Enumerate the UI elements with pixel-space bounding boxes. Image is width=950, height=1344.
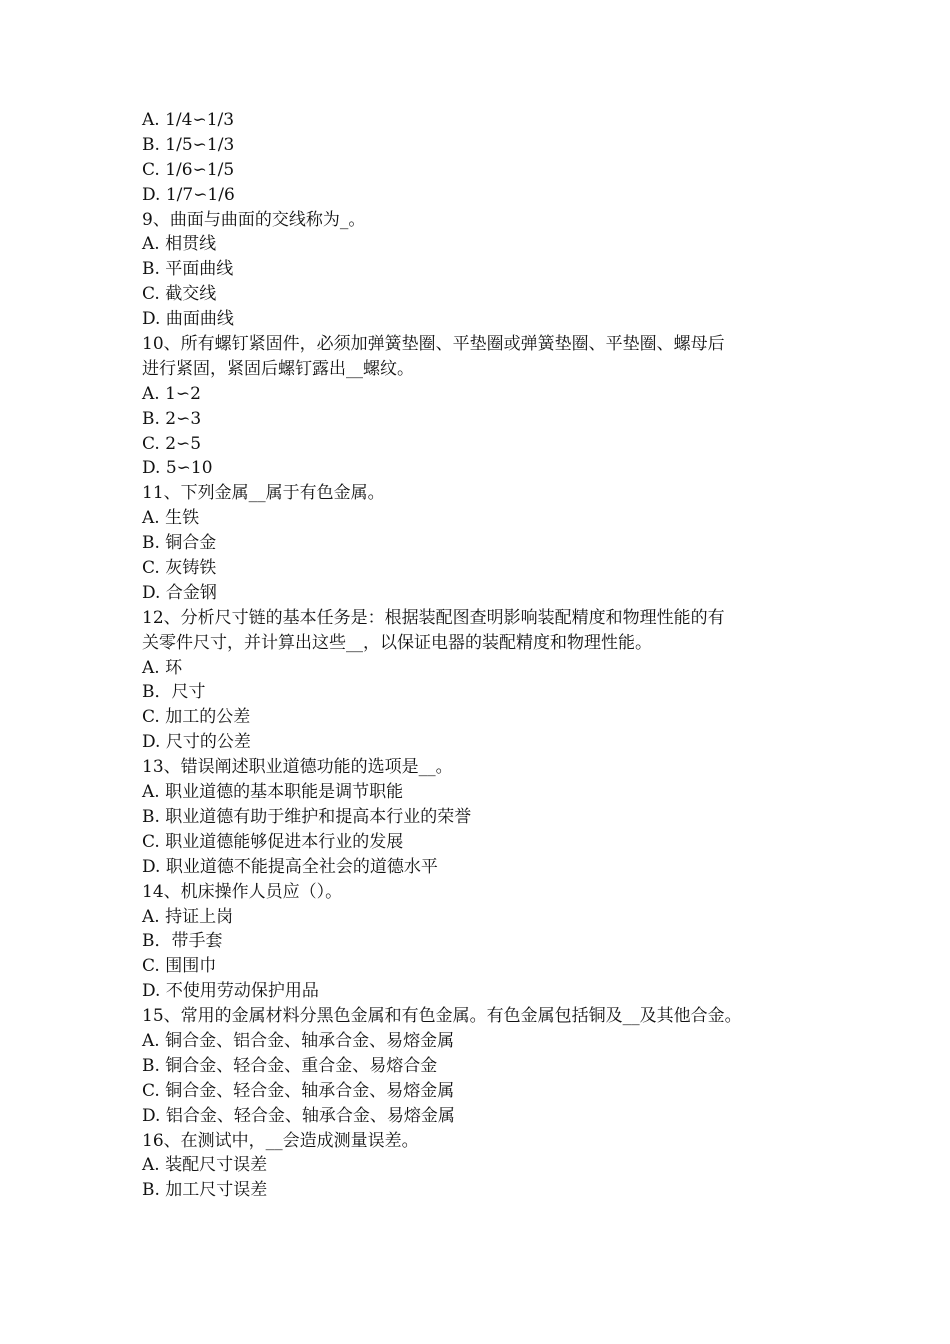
text-line: A. 环: [142, 657, 183, 678]
text-line: C. 铜合金、轻合金、轴承合金、易熔金属: [142, 1080, 455, 1101]
text-line: B. 铜合金、轻合金、重合金、易熔合金: [142, 1055, 438, 1076]
text-line: A. 1/4∽1/3: [142, 110, 235, 130]
text-line: 13、错误阐述职业道德功能的选项是__。: [142, 757, 453, 778]
text-line: A. 装配尺寸误差: [142, 1155, 268, 1176]
document-body: [142, 108, 822, 1203]
text-line: B. 2∽3: [142, 408, 202, 429]
text-line: A. 铜合金、铝合金、轴承合金、易熔金属: [142, 1030, 455, 1051]
text-line: C. 1/6∽1/5: [142, 159, 235, 180]
text-line: D. 5∽10: [142, 458, 213, 479]
text-line: C. 围围巾: [142, 956, 217, 977]
text-line: C. 职业道德能够促进本行业的发展: [142, 831, 404, 852]
text-line: D. 曲面曲线: [142, 309, 234, 330]
text-line: A. 持证上岗: [142, 906, 234, 927]
text-line: B. 职业道德有助于维护和提高本行业的荣誉: [142, 806, 472, 827]
text-line: D. 职业道德不能提高全社会的道德水平: [142, 856, 438, 877]
text-line: C. 截交线: [142, 284, 217, 305]
text-line: D. 合金钢: [142, 582, 217, 603]
text-line: 9、曲面与曲面的交线称为_。: [142, 209, 366, 230]
text-line: 11、下列金属__属于有色金属。: [142, 483, 385, 504]
text-line: 16、在测试中，__会造成测量误差。: [142, 1130, 419, 1151]
text-line: 12、分析尺寸链的基本任务是：根据装配图查明影响装配精度和物理性能的有: [142, 607, 725, 628]
text-line: B. 1/5∽1/3: [142, 134, 235, 155]
text-line: A. 生铁: [142, 508, 200, 529]
text-line: B. 平面曲线: [142, 259, 234, 280]
text-line: B. 铜合金: [142, 533, 217, 554]
text-line: B. 加工尺寸误差: [142, 1180, 268, 1201]
text-line: 15、常用的金属材料分黑色金属和有色金属。有色金属包括铜及__及其他合金。: [142, 1006, 742, 1027]
text-line: 10、所有螺钉紧固件，必须加弹簧垫圈、平垫圈或弹簧垫圈、平垫圈、螺母后: [142, 334, 725, 355]
text-line: D. 尺寸的公差: [142, 732, 251, 753]
text-line: D. 不使用劳动保护用品: [142, 981, 319, 1002]
text-line: D. 1/7∽1/6: [142, 184, 235, 205]
text-line: C. 灰铸铁: [142, 558, 217, 579]
text-line: D. 铝合金、轻合金、轴承合金、易熔金属: [142, 1105, 455, 1126]
text-line: 14、机床操作人员应（）。: [142, 881, 343, 902]
text-line: 关零件尺寸，并计算出这些__，以保证电器的装配精度和物理性能。: [142, 632, 652, 653]
text-line: C. 加工的公差: [142, 707, 251, 728]
text-line: A. 1∽2: [142, 383, 201, 404]
text-line: C. 2∽5: [142, 433, 202, 454]
text-line: A. 职业道德的基本职能是调节职能: [142, 782, 404, 803]
text-line: 进行紧固，紧固后螺钉露出__螺纹。: [142, 358, 414, 379]
text-line: A. 相贯线: [142, 234, 217, 255]
text-line: B．尺寸: [142, 682, 206, 703]
text-line: B．带手套: [142, 931, 223, 952]
